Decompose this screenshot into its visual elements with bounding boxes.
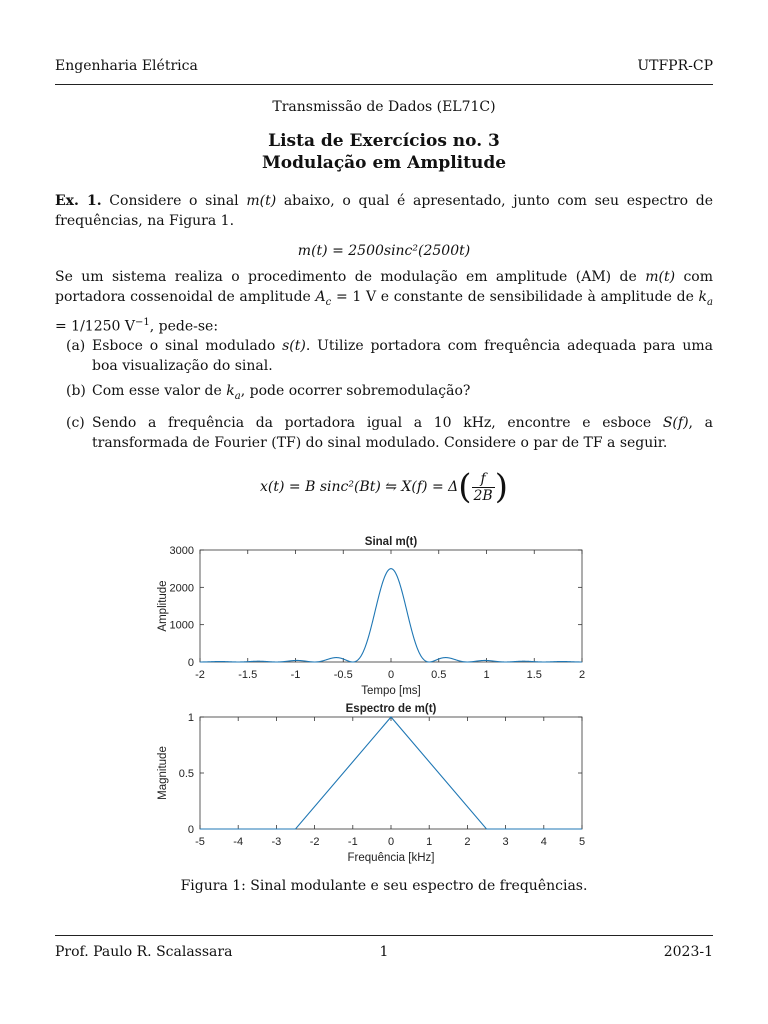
x-tick-label: 1 — [426, 836, 433, 848]
plot-frame — [200, 717, 582, 829]
x-axis-label: Frequência [kHz] — [347, 852, 435, 864]
y-tick-label: 2000 — [169, 582, 194, 595]
header-rule — [55, 84, 713, 85]
page-title: Lista de Exercícios no. 3 — [268, 131, 500, 151]
x-tick-label: 2 — [464, 836, 471, 848]
exercise-intro: Ex. 1. Considere o sinal m(t) abaixo, o qual é apresentado, junto com seu espectro de frequências, na Figura 1. — [55, 193, 713, 229]
equation-fraction: $\frac{f}{2B}$ — [473, 470, 493, 504]
x-tick-label: -2 — [195, 669, 205, 681]
y-tick-label: 0 — [187, 657, 194, 669]
x-tick-label: 0 — [387, 836, 395, 848]
chart-title: Espectro de m(t) — [345, 703, 437, 715]
x-tick-label: 3 — [502, 836, 509, 848]
footer-author: Prof. Paulo R. Scalassara — [55, 944, 233, 960]
footer-semester: 2023-1 — [663, 944, 713, 960]
exercise-label: Ex. 1. — [55, 193, 102, 209]
y-tick-label: 1 — [187, 712, 194, 724]
list-item-b: (b) Com esse valor de $k_a$, pode ocorrer sobremodulação? — [66, 383, 471, 402]
x-tick-label: -0.5 — [333, 669, 353, 681]
x-tick-label: -2 — [309, 836, 320, 848]
x-tick-label: 1 — [483, 669, 490, 681]
y-tick-label: 3000 — [169, 545, 194, 557]
chart-signal-mt — [157, 536, 585, 697]
figure-caption: Figura 1: Sinal modulante e seu espectro de frequências. — [180, 878, 588, 894]
x-tick-label: 5 — [578, 836, 586, 848]
page-subtitle: Modulação em Amplitude — [261, 153, 507, 173]
chart-title: Sinal m(t) — [364, 536, 418, 548]
equation-mt: m(t) = 2500sinc²(2500t) — [297, 243, 471, 259]
list-item-a: (a) Esboce o sinal modulado s(t). Utilize portadora com frequência adequada para uma boa visualização do sinal. — [66, 338, 713, 374]
x-tick-label: 0 — [387, 669, 395, 681]
x-tick-label: -3 — [271, 836, 282, 848]
y-axis-label: Magnitude — [157, 746, 169, 800]
x-tick-label: 4 — [540, 836, 547, 848]
figure-1 — [0, 528, 768, 868]
y-tick-label: 0 — [187, 824, 194, 836]
footer-rule — [55, 935, 713, 936]
list-item-c: (c) Sendo a frequência da portadora igual a 10 kHz, encontre e esboce S(f), a transformada de Fourier (TF) do sinal modulado. Considere o par de TF a seguir. — [66, 415, 714, 451]
chart-spectrum-mt — [157, 703, 585, 864]
equation-fourier-pair: x(t) = B sinc²(Bt) ⇋ X(f) = Δ( $\frac{f}{2B}$ ) — [260, 467, 508, 507]
x-tick-label: 0.5 — [431, 669, 447, 681]
y-axis-label: Amplitude — [157, 580, 169, 632]
y-tick-label: 1000 — [169, 619, 194, 632]
x-tick-label: -1.5 — [238, 669, 258, 681]
page-number: 1 — [379, 944, 389, 960]
x-tick-label: 2 — [578, 669, 586, 681]
exercise-statement: Se um sistema realiza o procedimento de modulação em amplitude (AM) de m(t) com portadora cossenoidal de amplitude $A_c = 1$ V e constante de sensibilidade à amplitude de $k_a = 1/1250$ $V^{-1}$, pede-se: — [55, 269, 714, 335]
x-tick-label: 1.5 — [526, 669, 542, 681]
x-axis-label: Tempo [ms] — [361, 685, 421, 697]
x-tick-label: -1 — [347, 836, 358, 848]
header-left: Engenharia Elétrica — [55, 58, 198, 74]
plot-frame — [200, 550, 582, 662]
course-name: Transmissão de Dados (EL71C) — [272, 99, 496, 115]
x-tick-label: -5 — [195, 836, 205, 848]
y-tick-label: 0.5 — [178, 768, 194, 780]
x-tick-label: -1 — [290, 669, 301, 681]
header-right: UTFPR-CP — [637, 58, 713, 74]
x-tick-label: -4 — [233, 836, 244, 848]
